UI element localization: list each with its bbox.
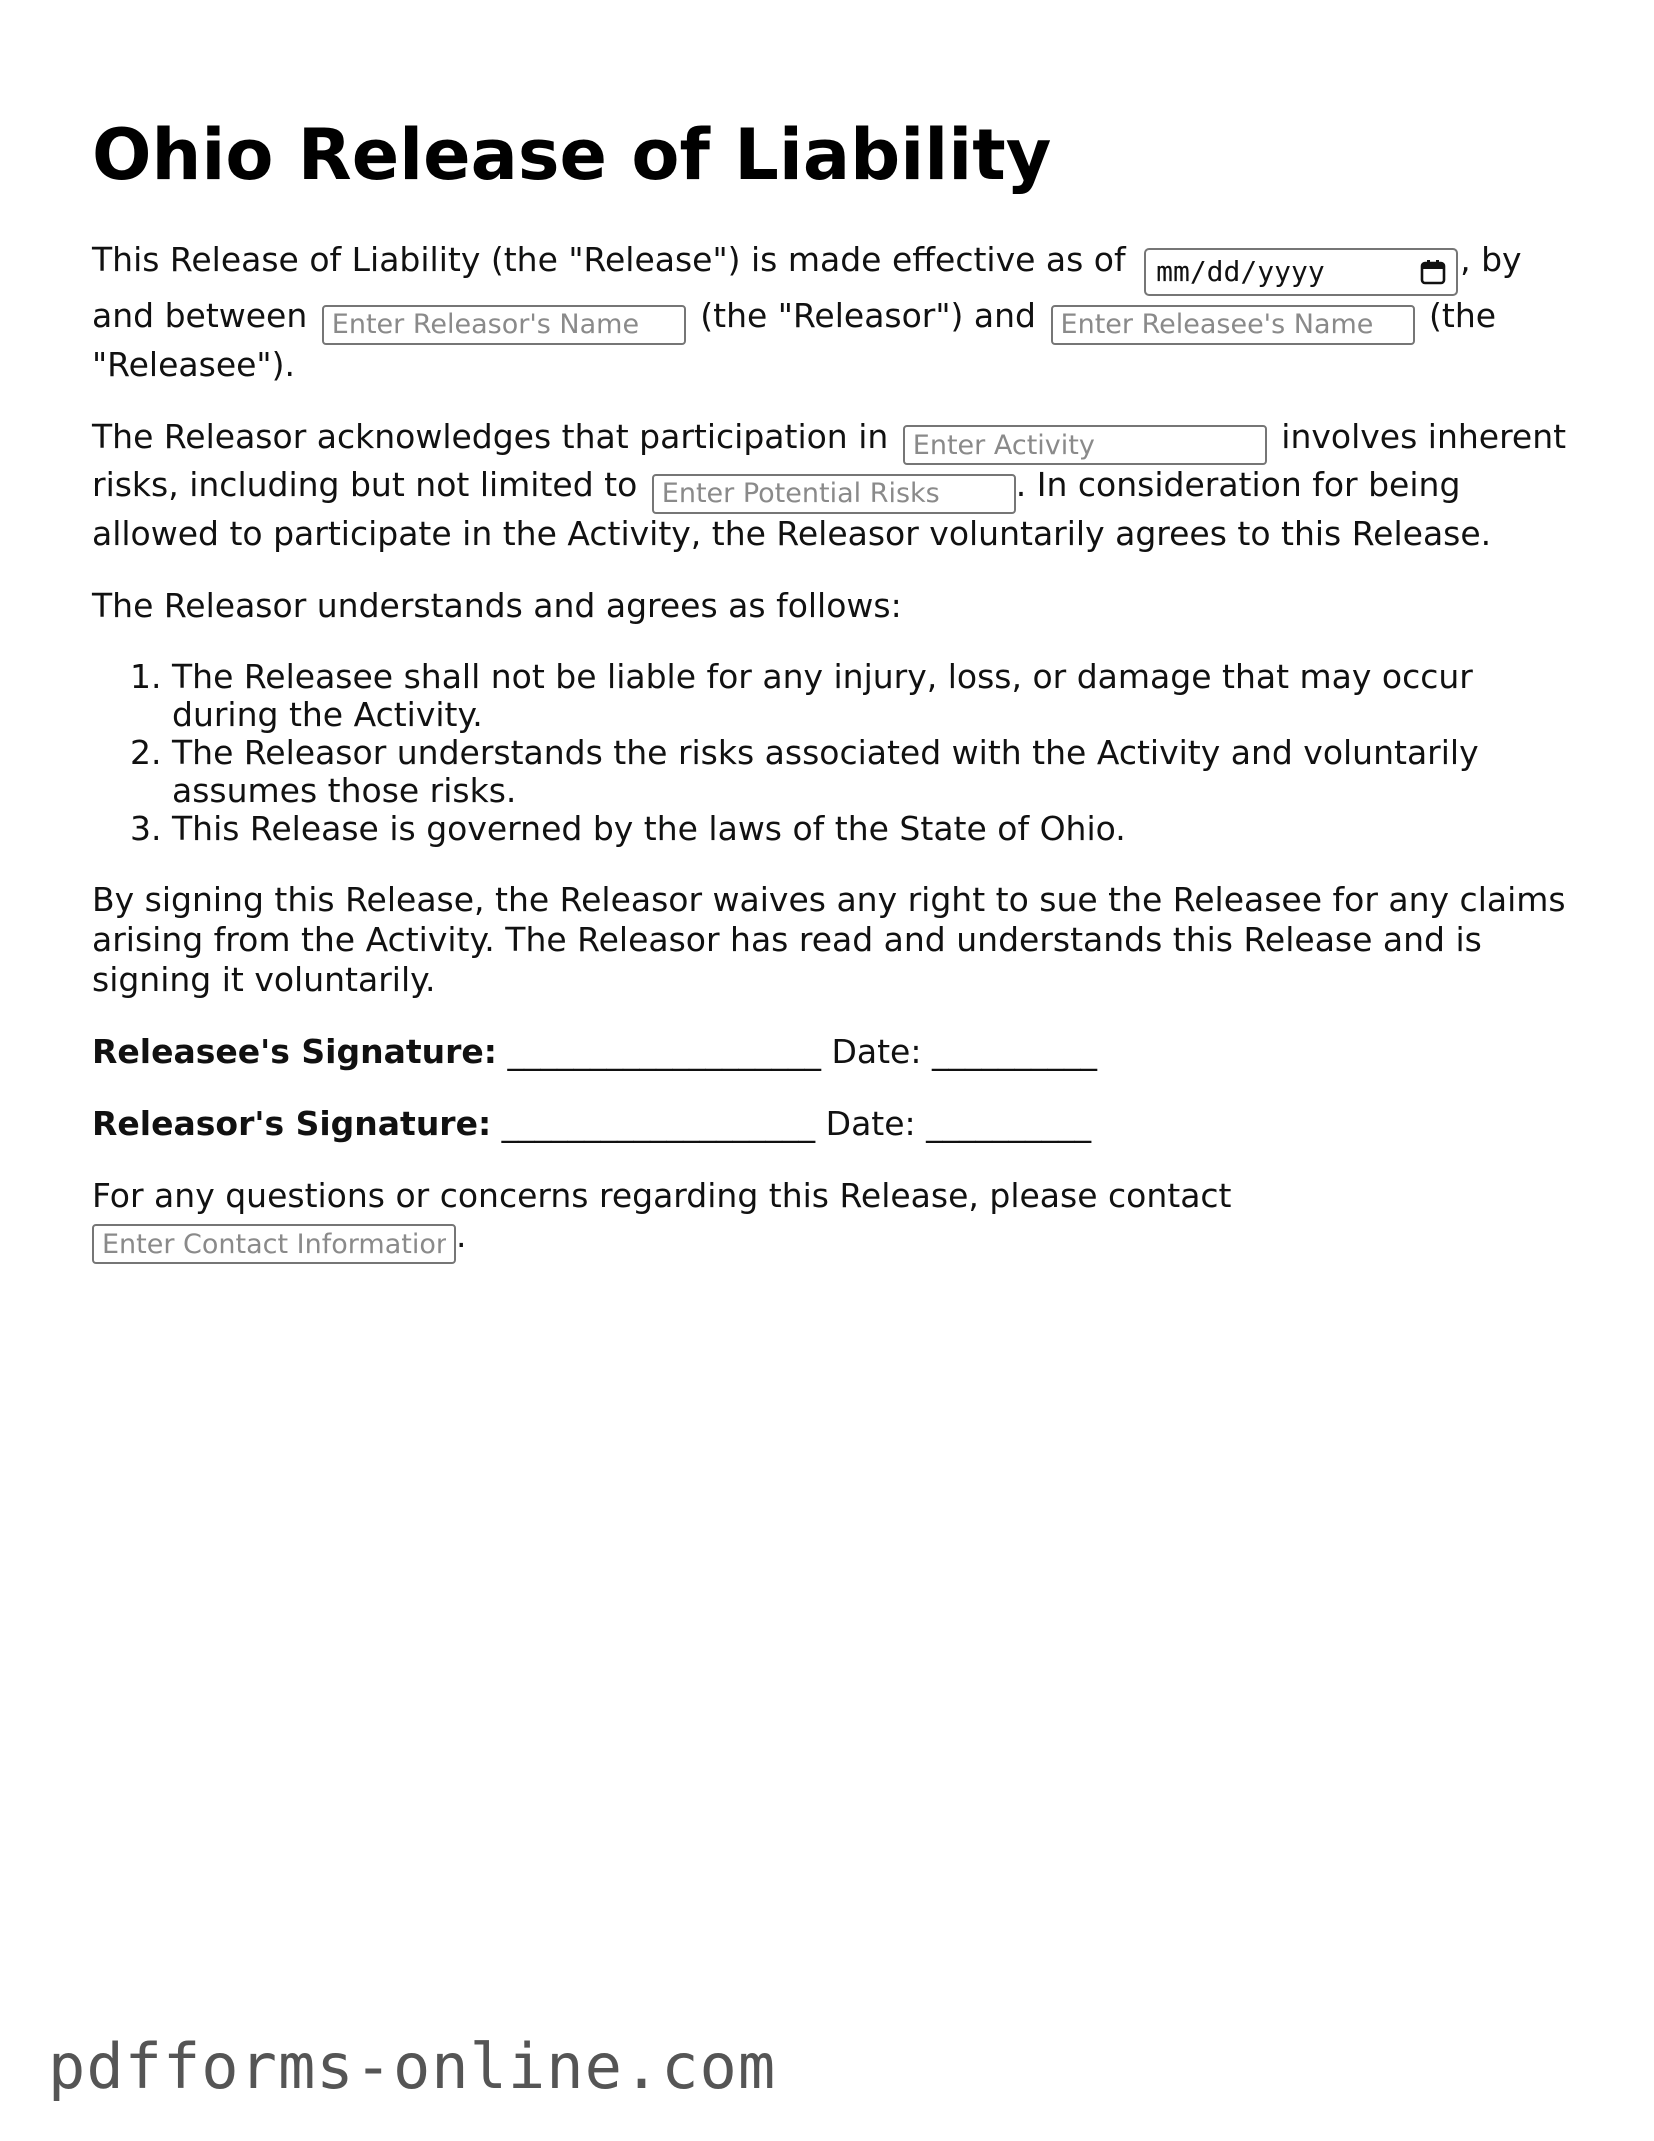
activity-text-3: . In consideration for being allowed to participate in the Activity, the Releasor voluntarily agrees to this Release. bbox=[92, 465, 1492, 553]
releasee-signature-line bbox=[92, 1032, 1572, 1072]
calendar-icon[interactable] bbox=[1420, 259, 1446, 285]
list-item: 2. The Releasor understands the risks associated with the Activity and voluntarily assumes those risks. bbox=[172, 734, 1572, 810]
intro-text-1: This Release of Liability (the "Release") is made effective as of bbox=[92, 240, 1126, 279]
contact-text: For any questions or concerns regarding this Release, please contact bbox=[92, 1175, 1232, 1215]
contact-info-input[interactable] bbox=[92, 1224, 456, 1264]
date-blank: __________ bbox=[926, 1103, 1092, 1143]
site-watermark: pdfforms-online.com bbox=[48, 2030, 777, 2103]
date-label: Date: bbox=[825, 1103, 916, 1143]
releasor-signature-line bbox=[92, 1104, 1572, 1144]
date-blank: __________ bbox=[931, 1031, 1097, 1071]
waiver-paragraph: By signing this Release, the Releasor waives any right to sue the Releasee for any claims arising from the Activity. The Releasor has read and understands this Release and is signing it voluntarily. bbox=[92, 879, 1566, 999]
list-item: 3. This Release is governed by the laws of the State of Ohio. bbox=[172, 810, 1572, 848]
contact-end: . bbox=[456, 1215, 467, 1255]
releasee-name-input[interactable] bbox=[1051, 305, 1415, 345]
document bbox=[92, 110, 1572, 1296]
signature-blank: ___________________ bbox=[501, 1103, 816, 1143]
date-placeholder: mm/dd/yyyy bbox=[1156, 255, 1325, 288]
date-label: Date: bbox=[831, 1031, 922, 1071]
intro-paragraph bbox=[92, 240, 1572, 385]
page-title: Ohio Release of Liability bbox=[92, 114, 1052, 196]
signature-blank: ___________________ bbox=[507, 1031, 821, 1071]
potential-risks-input[interactable] bbox=[652, 474, 1016, 514]
activity-text-1: The Releasor acknowledges that participation in bbox=[92, 416, 889, 456]
activity-paragraph bbox=[92, 417, 1572, 554]
intro-text-4: (the "Releasee"). bbox=[92, 296, 1497, 384]
activity-input[interactable] bbox=[903, 425, 1267, 465]
releasee-signature-label: Releasee's Signature: bbox=[92, 1031, 497, 1071]
intro-text-3: (the "Releasor") and bbox=[700, 296, 1037, 335]
activity-text-2: involves inherent risks, including but not limited to bbox=[92, 416, 1567, 504]
agree-intro: The Releasor understands and agrees as follows: bbox=[92, 585, 902, 625]
releasor-name-input[interactable] bbox=[322, 305, 686, 345]
terms-list bbox=[92, 658, 1572, 848]
effective-date-input[interactable] bbox=[1144, 248, 1458, 296]
contact-paragraph bbox=[92, 1176, 1572, 1265]
intro-text-2: , by and between bbox=[92, 240, 1522, 335]
releasor-signature-label: Releasor's Signature: bbox=[92, 1103, 492, 1143]
list-item: 1. The Releasee shall not be liable for any injury, loss, or damage that may occur during the Activity. bbox=[172, 658, 1572, 734]
